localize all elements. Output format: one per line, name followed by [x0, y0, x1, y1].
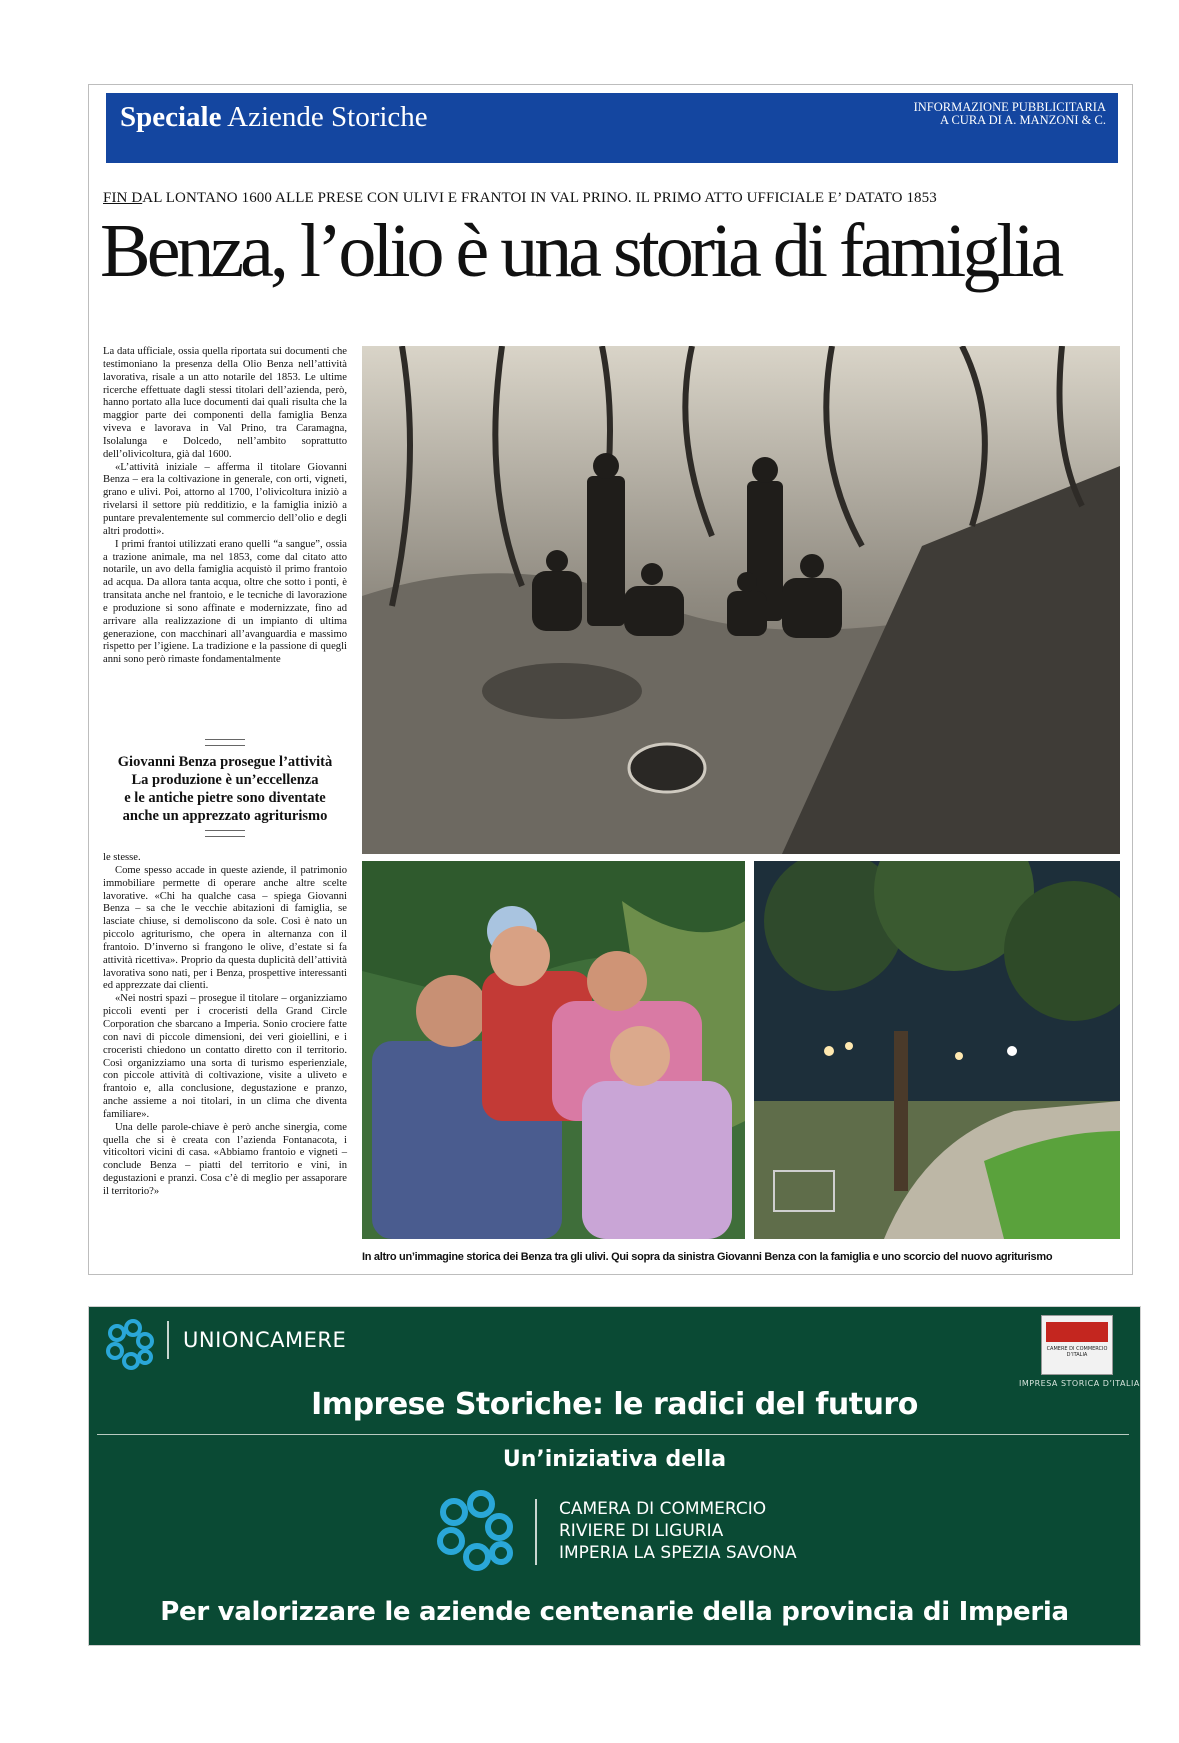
paragraph: Come spesso accade in queste aziende, il patrimonio immobiliare permette di operare anche altre scelte lavorative. «Chi ha qualche casa – spiega Giovanni Benza – sa che le vecchie abitazioni di famiglia, se lasciate chiuse, si demoliscono da sole. Così è nato un piccolo agriturismo, che opera in alternanza con il frantoio. D’inverno si frangono le olive, d’estate si fa attività ricettiva». Proprio da questa duplicità dell’attività lavorativa sono nati, per i Benza, prospettive interessanti ed apprezzate dai clienti.: [103, 864, 347, 992]
agriturismo-photo: [754, 861, 1120, 1239]
ad-footer: Per valorizzare le aziende centenarie della provincia di Imperia: [160, 1597, 1069, 1627]
historic-family-photo: [362, 346, 1120, 854]
unioncamere-logo-icon: [101, 1317, 159, 1373]
chamber-line: CAMERA DI COMMERCIO: [559, 1499, 767, 1519]
pullquote-rule-bottom: [205, 830, 245, 837]
advertising-notice: [914, 101, 1106, 127]
pullquote-line: e le antiche pietre sono diventate: [124, 790, 326, 806]
paragraph: «Nei nostri spazi – prosegue il titolare – organizziamo piccoli eventi per i croceristi della Grand Circle Corporation che sbarcano a Imperia. Sonio crociere fatte con navi di piccole dimensioni, dei veri gioiellini, e i croceristi chiedono un contatto diretto con il territorio. Così organizziamo una sorta di turismo esperienziale, con piccole attività di coltivazione, visite a uliveto e frantoio e, alla conclusione, degustazione e pranzo, anche assieme a noi titolari, in un clima che diventa familiare».: [103, 993, 347, 1120]
advertising-notice-line1: INFORMAZIONE PUBBLICITARIA: [913, 100, 1106, 114]
family-photo-image: [362, 861, 745, 1239]
paragraph: «L’attività iniziale – afferma il titolare Giovanni Benza – era la coltivazione in generale, con orti, vigneti, grano e ulivi. Poi, attorno al 1700, l’olivicoltura iniziò a rivelarsi il settore più redditizio, e la famiglia iniziò a puntare prevalentemente sul commercio dell’olio e degli altri prodotti».: [103, 461, 347, 537]
ad-subheadline: Un’iniziativa della: [502, 1447, 727, 1472]
chamber-line: IMPERIA LA SPEZIA SAVONA: [559, 1543, 797, 1563]
ad-divider: [97, 1434, 1129, 1435]
photo-caption: In altro un’immagine storica dei Benza tra gli ulivi. Qui sopra da sinistra Giovanni Benza con la famiglia e uno scorcio del nuovo agriturismo: [362, 1251, 1053, 1263]
agriturismo-photo-image: [754, 861, 1120, 1239]
pullquote-line: Giovanni Benza prosegue l’attività: [117, 754, 333, 770]
kicker-underlined: FIN D: [103, 190, 143, 206]
paragraph: Una delle parole-chiave è però anche sinergia, come quella che si è creata con l’azienda Fontanacota, i viticoltori vicini di casa. «Abbiamo frantoio e vigneti – conclude Benza – piatti del territorio e vini, in degustazioni e pranzi. Cosa c’è di meglio per assaporare il territorio?»: [103, 1121, 347, 1197]
unioncamere-name: UNIONCAMERE: [183, 1328, 347, 1352]
badge-caption: IMPRESA STORICA D’ITALIA: [1019, 1379, 1140, 1388]
chamber-name: [559, 1498, 797, 1564]
pullquote-line: La produzione è un’eccellenza: [131, 772, 319, 788]
pullquote-line: anche un apprezzato agriturismo: [122, 808, 328, 824]
article-kicker: [103, 190, 937, 207]
section-header: [106, 93, 1118, 163]
pullquote: [103, 753, 347, 825]
paragraph: I primi frantoi utilizzati erano quelli “a sangue”, ossia a trazione animale, ma nel 1853, come dal citato atto notarile, un avo della famiglia acquistò il primo frantoio ad acqua. Da allora tanta acqua, oltre che sotto i ponti, è transitata anche nel frantoio, e le tecniche di lavorazione e produzione si sono affinate e modernizzate, fino ad arrivare alla realizzazione di un impianto di ultima generazione, con macchinari all’avanguardia e massimo rispetto per l’igiene. La tradizione e la passione di quegli anni sono però rimaste fondamentalmente: [103, 538, 347, 666]
badge-red-band: [1046, 1322, 1108, 1342]
pullquote-rule-top: [205, 739, 245, 746]
article-column-1: [103, 346, 347, 667]
chamber-line: RIVIERE DI LIGURIA: [559, 1521, 724, 1541]
camera-di-commercio-logo-icon: [429, 1487, 519, 1577]
unioncamere-advertisement: [88, 1306, 1141, 1646]
family-photo: [362, 861, 745, 1239]
badge-text: CAMERE DI COMMERCIO D’ITALIA: [1046, 1346, 1108, 1358]
article-column-2: [103, 852, 347, 1199]
chamber-logo-divider: [535, 1499, 537, 1565]
section-title-rest: Aziende Storiche: [227, 101, 428, 133]
kicker-text: AL LONTANO 1600 ALLE PRESE CON ULIVI E FRANTOI IN VAL PRINO. IL PRIMO ATTO UFFICIALE E’ DATATO 1853: [142, 190, 937, 206]
historic-photo-image: [362, 346, 1120, 854]
section-title-bold: Speciale: [120, 101, 222, 133]
logo-divider: [167, 1321, 169, 1359]
ad-headline: Imprese Storiche: le radici del futuro: [311, 1387, 918, 1422]
advertising-notice-line2: A CURA DI A. MANZONI & C.: [940, 113, 1106, 127]
paragraph: le stesse.: [103, 852, 141, 863]
section-title: [120, 101, 428, 134]
paragraph: La data ufficiale, ossia quella riportata sui documenti che testimoniano la presenza della Olio Benza nell’attività lavorativa, risale a un atto notarile del 1853. Le ultime ricerche effettuate dagli stessi titolari dell’azienda, però, hanno portato alla luce documenti dai quali risulta che la maggior parte dei componenti della famiglia Benza viveva e lavorava in Val Prino, tra Caramagna, Isolalunga e Dolcedo, nell’ambito soprattutto dell’olivicoltura, già dal 1600.: [103, 346, 347, 460]
impresa-storica-badge: [1041, 1315, 1113, 1375]
article-headline: Benza, l’olio è una storia di famiglia: [100, 209, 1061, 293]
